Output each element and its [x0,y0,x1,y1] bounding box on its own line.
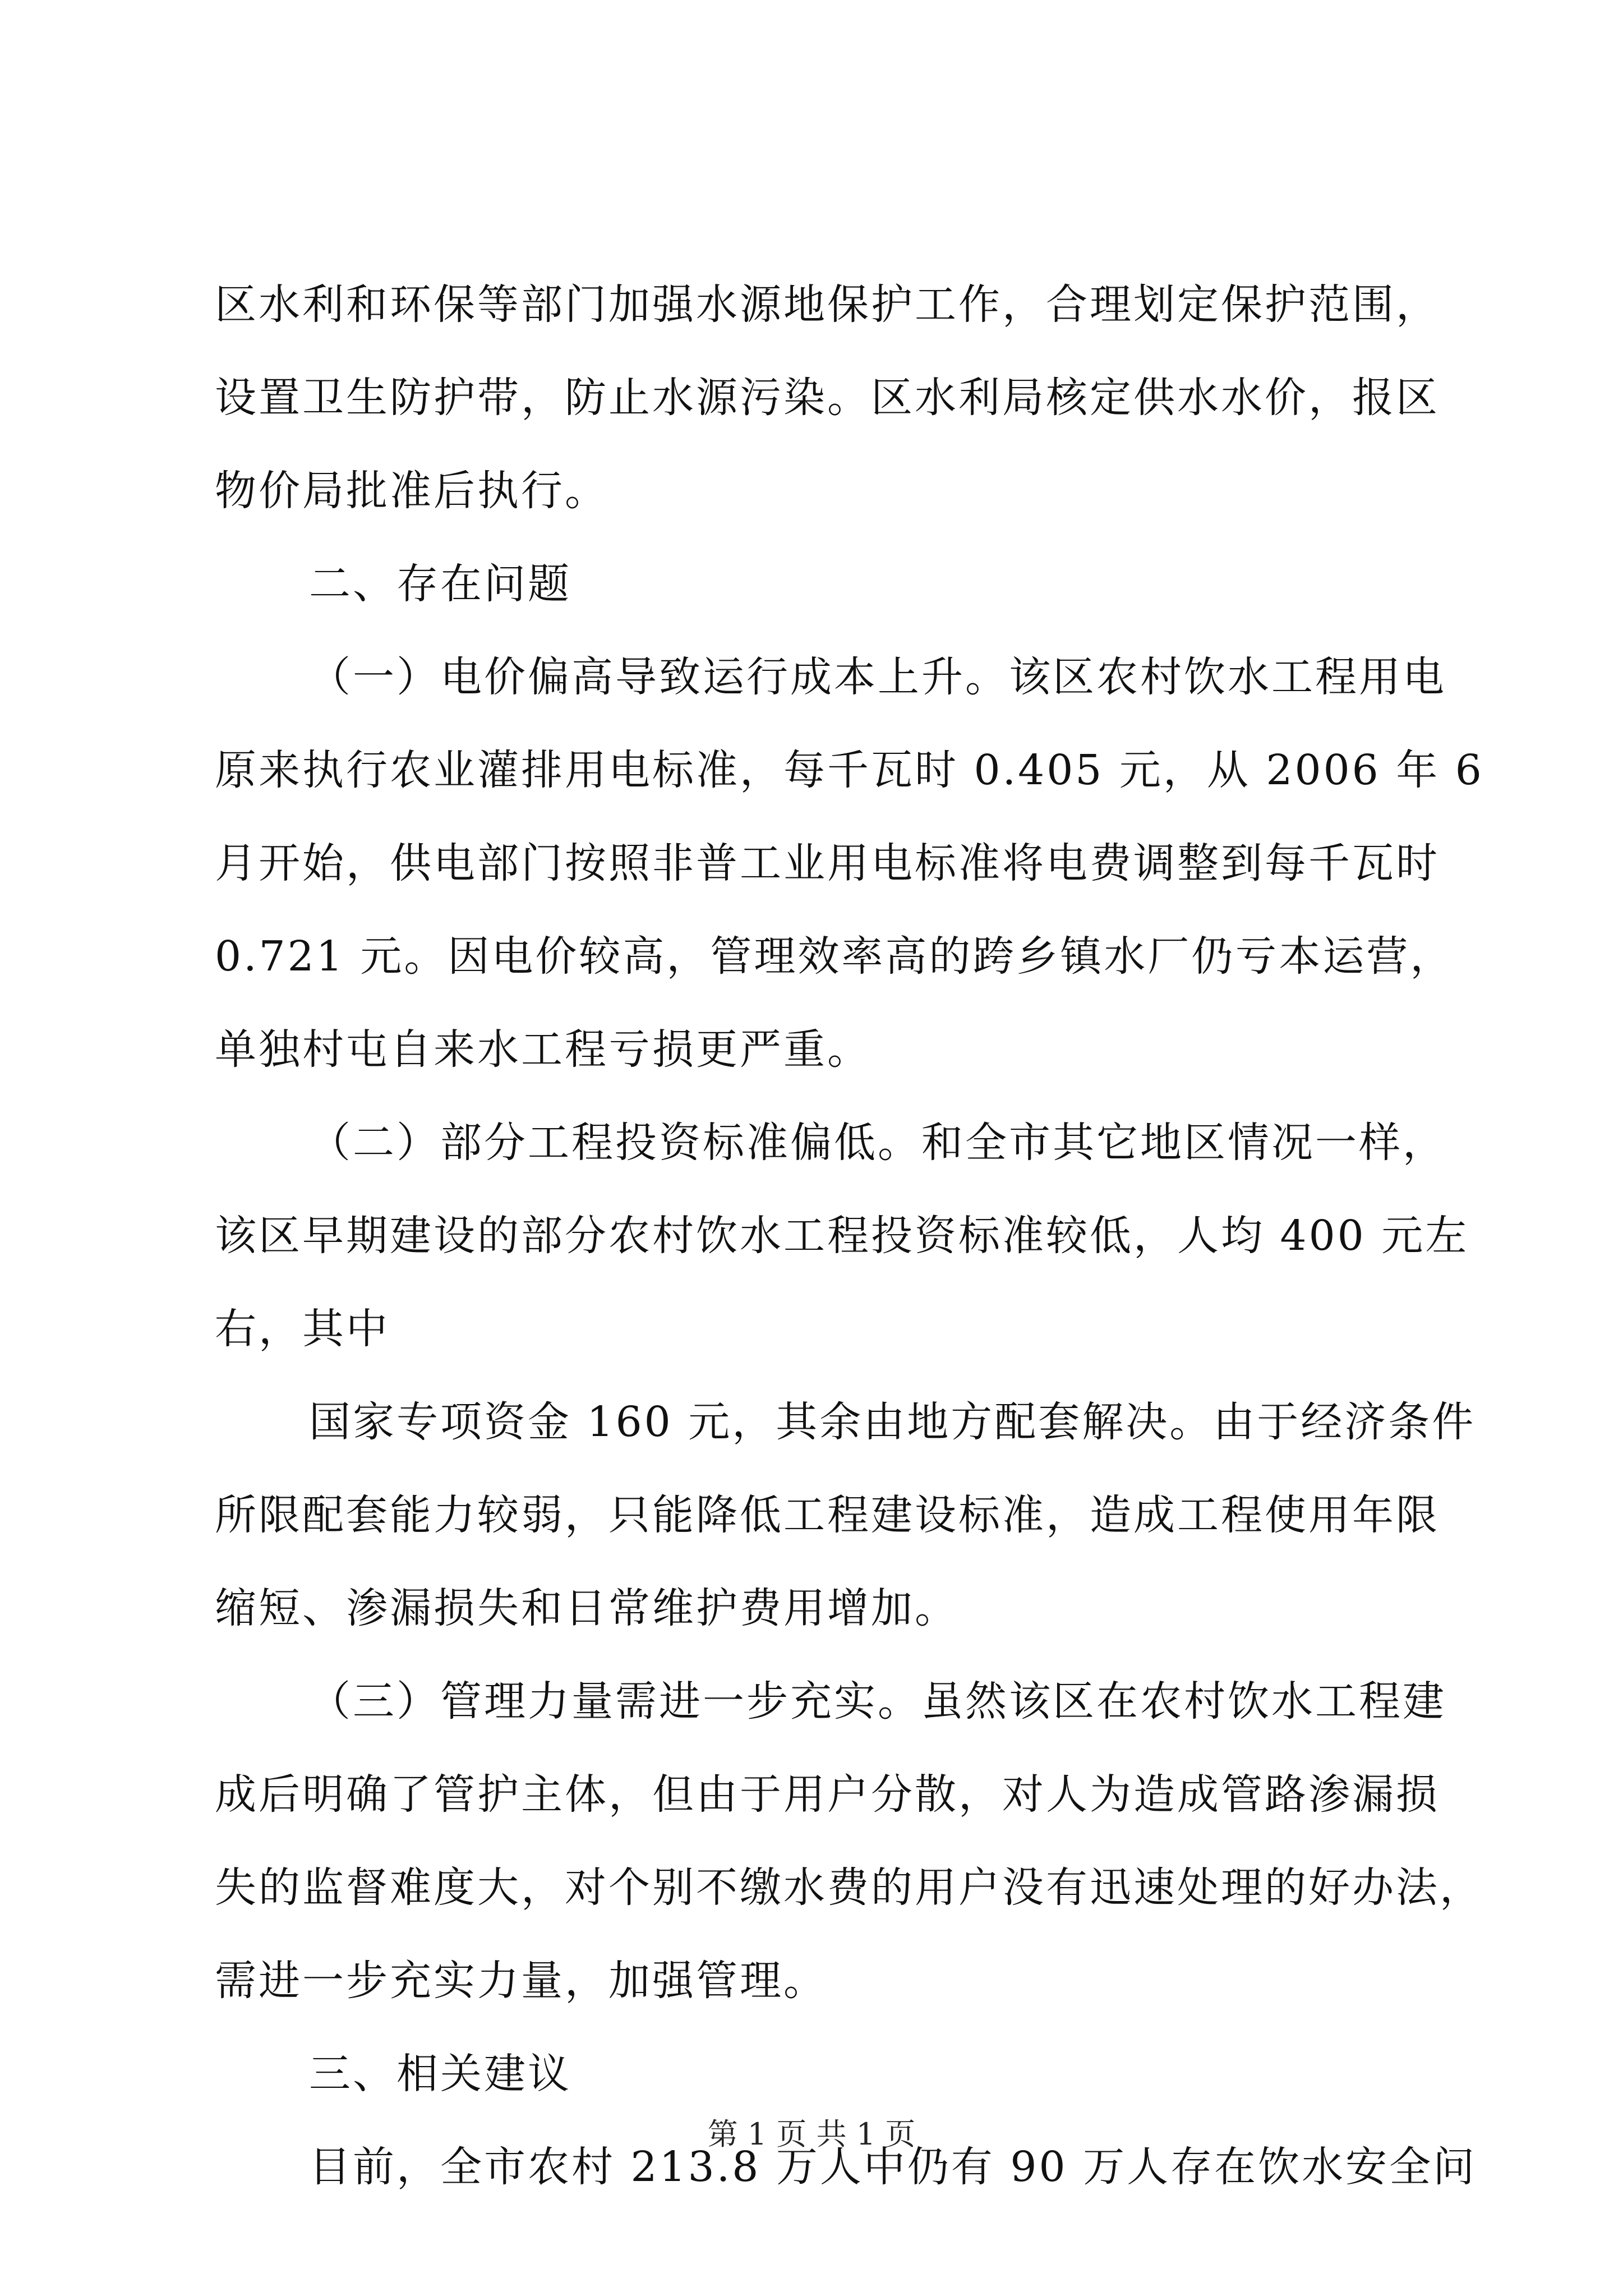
text-line: 三、相关建议 [309,2050,571,2098]
text-line: （二）部分工程投资标准偏低。和全市其它地区情况一样， [309,1119,1446,1167]
text-line: 单独村屯自来水工程亏损更严重。 [215,1025,871,1074]
text-line: 0.721 元。因电价较高，管理效率高的跨乡镇水厂仍亏本运营， [215,932,1454,981]
text-line: 物价局批准后执行。 [215,467,608,515]
page-footer: 第 1 页 共 1 页 [707,2116,916,2152]
text-line: 右，其中 [215,1305,390,1353]
text-line: 月开始，供电部门按照非普工业用电标准将电费调整到每千瓦时 [215,839,1440,887]
text-line: 原来执行农业灌排用电标准，每千瓦时 0.405 元，从 2006 年 6 [215,746,1484,794]
text-line: 该区早期建设的部分农村饮水工程投资标准较低，人均 400 元左 [215,1212,1469,1260]
text-line: 失的监督难度大，对个别不缴水费的用户没有迅速处理的好办法， [215,1864,1483,1912]
text-line: 需进一步充实力量，加强管理。 [215,1957,827,2005]
text-line: 二、存在问题 [309,560,571,608]
text-line: 缩短、渗漏损失和日常维护费用增加。 [215,1584,958,1632]
text-line: 成后明确了管护主体，但由于用户分散，对人为造成管路渗漏损 [215,1770,1440,1819]
text-line: （一）电价偏高导致运行成本上升。该区农村饮水工程用电 [309,653,1446,701]
text-line: 区水利和环保等部门加强水源地保护工作，合理划定保护范围， [215,280,1440,329]
text-line: 设置卫生防护带，防止水源污染。区水利局核定供水水价，报区 [215,374,1440,422]
text-line: 国家专项资金 160 元，其余由地方配套解决。由于经济条件 [309,1398,1476,1446]
document-body [215,258,1484,2214]
text-line: （三）管理力量需进一步充实。虽然该区在农村饮水工程建 [309,1677,1446,1726]
text-line: 所限配套能力较弱，只能降低工程建设标准，造成工程使用年限 [215,1491,1440,1539]
text-line: 目前，全市农村 213.8 万人中仍有 90 万人存在饮水安全问 [309,2143,1477,2191]
